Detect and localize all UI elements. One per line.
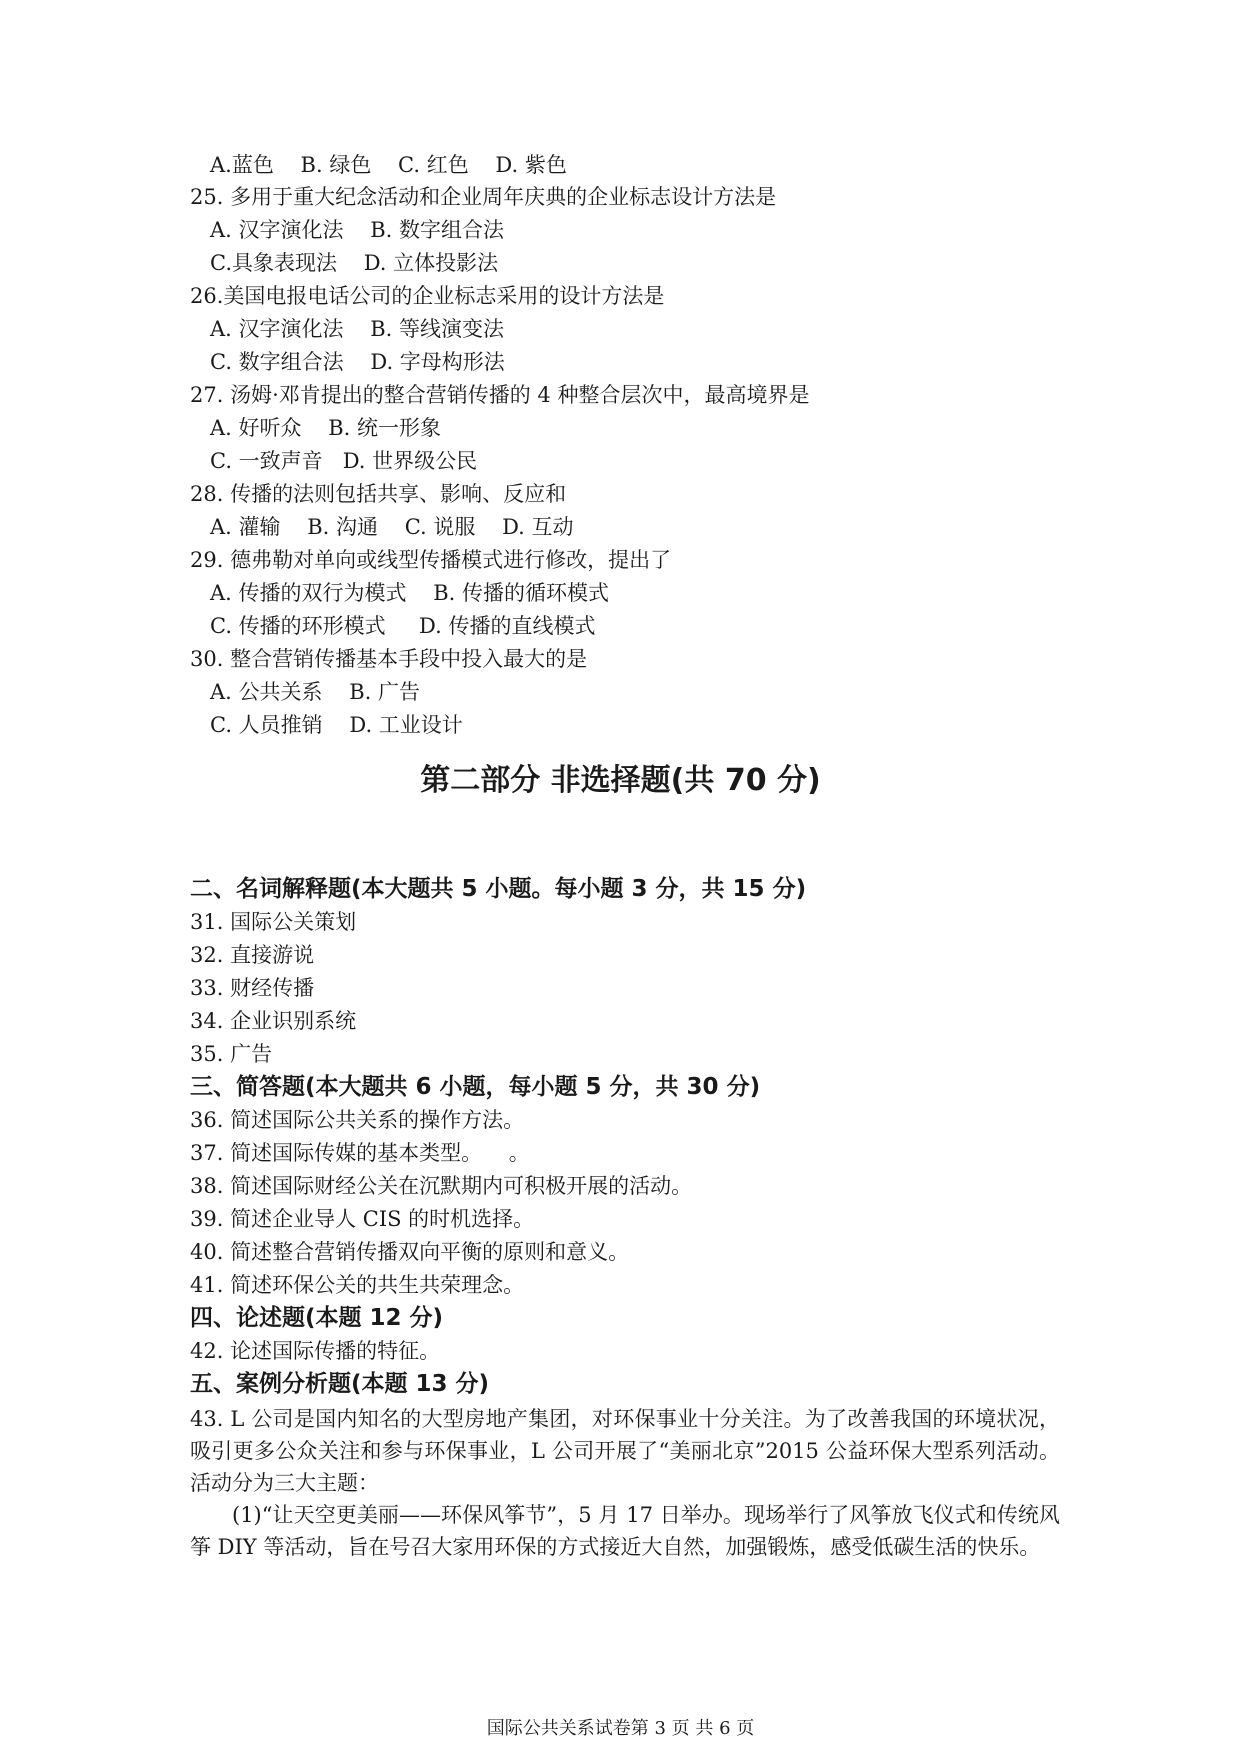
case-paragraph-2: (1)“让天空更美丽——环保风筝节”，5 月 17 日举办。现场举行了风筝放飞仪式和传统风筝 DIY 等活动，旨在号召大家用环保的方式接近大自然，加强锻炼，感受低碳生活的快乐。 (190, 1503, 1060, 1559)
section-5-heading: 五、案例分析题(本题 13 分) (190, 1371, 490, 1397)
page-footer: 国际公共关系试卷第 3 页 共 6 页 (486, 1718, 755, 1739)
question-25: 25. 多用于重大纪念活动和企业周年庆典的企业标志设计方法是 (190, 185, 777, 209)
question-29: 29. 德弗勒对单向或线型传播模式进行修改，提出了 (190, 548, 672, 572)
q24-options: A.蓝色 B. 绿色 C. 红色 D. 紫色 (210, 153, 567, 177)
q27-options-cd: C. 一致声音 D. 世界级公民 (210, 449, 478, 473)
list-item: 38. 简述国际财经公关在沉默期内可积极开展的活动。 (190, 1174, 693, 1198)
q25-options-cd: C.具象表现法 D. 立体投影法 (210, 251, 499, 275)
list-item: 42. 论述国际传播的特征。 (190, 1339, 441, 1363)
q29-options-ab: A. 传播的双行为模式 B. 传播的循环模式 (210, 581, 609, 605)
case-paragraph-1: 43. L 公司是国内知名的大型房地产集团，对环保事业十分关注。为了改善我国的环境状况，吸引更多公众关注和参与环保事业，L 公司开展了“美丽北京”2015 公益环保大型系列活动。活动分为三大主题： (190, 1407, 1060, 1495)
list-item: 41. 简述环保公关的共生共荣理念。 (190, 1273, 525, 1297)
q30-options-cd: C. 人员推销 D. 工业设计 (210, 713, 463, 737)
question-28: 28. 传播的法则包括共享、影响、反应和 (190, 482, 567, 506)
list-item: 36. 简述国际公共关系的操作方法。 (190, 1108, 525, 1132)
list-item: 35. 广告 (190, 1042, 273, 1066)
list-item: 32. 直接游说 (190, 943, 315, 967)
list-item: 39. 简述企业导人 CIS 的时机选择。 (190, 1207, 535, 1231)
list-item: 33. 财经传播 (190, 976, 315, 1000)
section-2-heading: 二、名词解释题(本大题共 5 小题。每小题 3 分，共 15 分) (190, 876, 807, 902)
q29-options-cd: C. 传播的环形模式 D. 传播的直线模式 (210, 614, 596, 638)
question-30: 30. 整合营销传播基本手段中投入最大的是 (190, 647, 588, 671)
list-item: 34. 企业识别系统 (190, 1009, 357, 1033)
section-3-heading: 三、简答题(本大题共 6 小题，每小题 5 分，共 30 分) (190, 1074, 761, 1100)
question-26: 26.美国电报电话公司的企业标志采用的设计方法是 (190, 284, 665, 308)
list-item: 40. 简述整合营销传播双向平衡的原则和意义。 (190, 1240, 630, 1264)
list-item: 31. 国际公关策划 (190, 910, 357, 934)
list-item: 37. 简述国际传媒的基本类型。 。 (190, 1141, 530, 1165)
question-27: 27. 汤姆·邓肯提出的整合营销传播的 4 种整合层次中，最高境界是 (190, 383, 810, 407)
q27-options-ab: A. 好听众 B. 统一形象 (210, 416, 441, 440)
q30-options-ab: A. 公共关系 B. 广告 (210, 680, 420, 704)
q28-options: A. 灌输 B. 沟通 C. 说服 D. 互动 (210, 515, 574, 539)
q25-options-ab: A. 汉字演化法 B. 数字组合法 (210, 218, 504, 242)
q26-options-ab: A. 汉字演化法 B. 等线演变法 (210, 317, 504, 341)
section-4-heading: 四、论述题(本题 12 分) (190, 1305, 444, 1331)
q26-options-cd: C. 数字组合法 D. 字母构形法 (210, 350, 505, 374)
part-two-title: 第二部分 非选择题(共 70 分) (420, 763, 821, 798)
